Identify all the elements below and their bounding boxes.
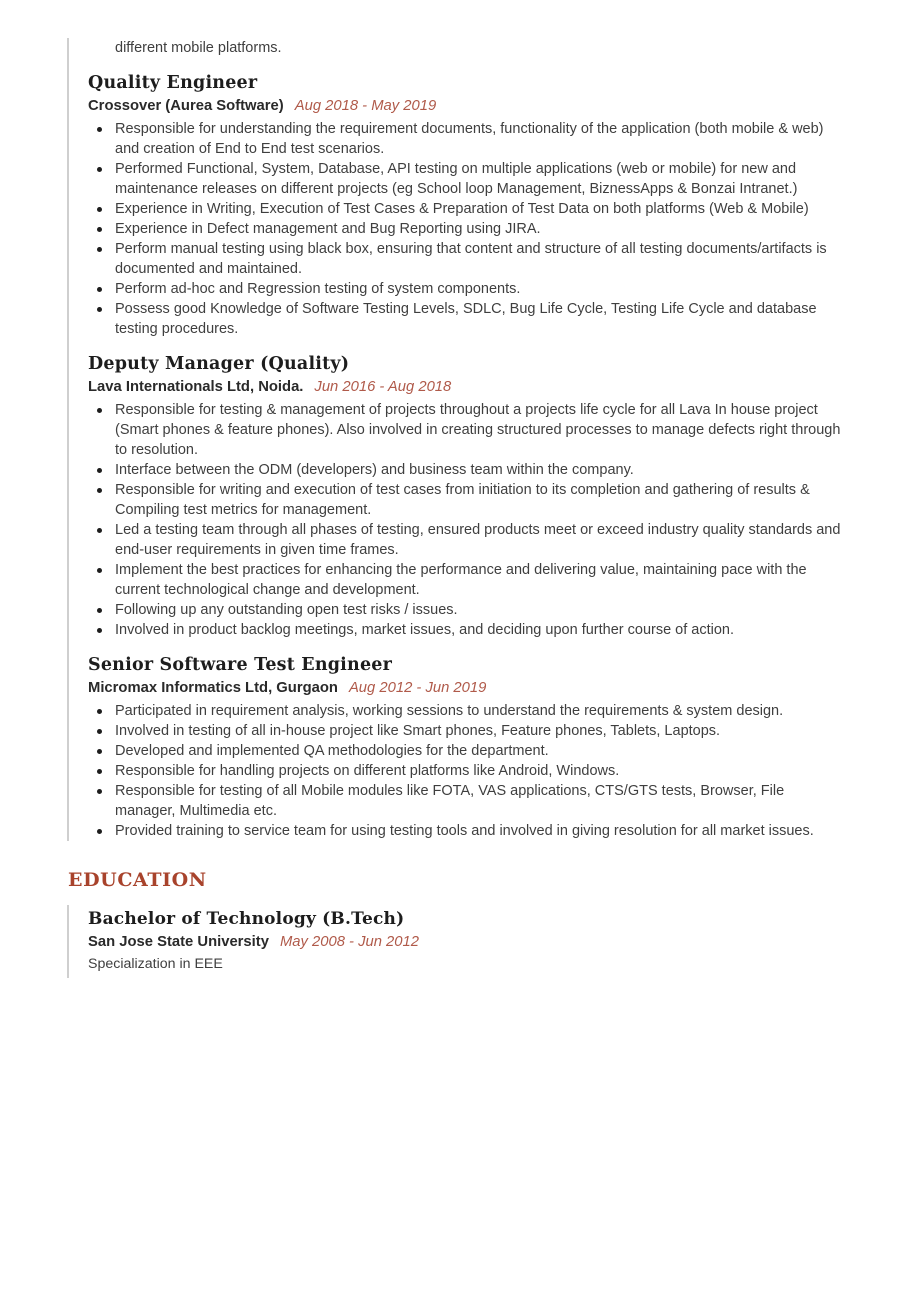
bullet-item: Responsible for testing of all Mobile modules like FOTA, VAS applications, CTS/GTS tests, Browser, File manager, Multimedia etc. (88, 781, 842, 821)
bullet-item: Responsible for testing & management of projects throughout a projects life cycle for all Lava In house project (Smart phones & feature phones). Also involved in creating structured processes to manage defects right through to resolution. (88, 400, 842, 460)
job-dates: Jun 2016 - Aug 2018 (314, 379, 452, 395)
bullet-item: Following up any outstanding open test risks / issues. (88, 600, 842, 620)
education-meta (88, 932, 842, 952)
school-name: San Jose State University (88, 934, 269, 950)
job-dates: Aug 2018 - May 2019 (294, 98, 437, 114)
bullet-item: Participated in requirement analysis, working sessions to understand the requirements & system design. (88, 701, 842, 721)
company-name: Crossover (Aurea Software) (88, 98, 284, 114)
bullet-item: Perform manual testing using black box, ensuring that content and structure of all testing documents/artifacts is documented and maintained. (88, 239, 842, 279)
bullet-item: Provided training to service team for using testing tools and involved in giving resolution for all market issues. (88, 821, 842, 841)
job-title: Deputy Manager (Quality) (88, 354, 350, 374)
company-name: Lava Internationals Ltd, Noida. (88, 379, 304, 395)
job-meta (88, 377, 842, 397)
job-bullet-list (88, 400, 842, 640)
job-entry-senior-test-engineer (88, 653, 842, 841)
bullet-item: Performed Functional, System, Database, API testing on multiple applications (web or mobile) for new and maintenance releases on different projects (eg School loop Management, BiznessApps & Bonzai Intranet.) (88, 159, 842, 199)
degree-title: Bachelor of Technology (B.Tech) (88, 909, 405, 929)
education-entry (67, 905, 842, 978)
company-name: Micromax Informatics Ltd, Gurgaon (88, 680, 338, 696)
bullet-item: Perform ad-hoc and Regression testing of system components. (88, 279, 842, 299)
bullet-item: Involved in product backlog meetings, market issues, and deciding upon further course of action. (88, 620, 842, 640)
job-bullet-list (88, 119, 842, 339)
job-dates: Aug 2012 - Jun 2019 (348, 680, 487, 696)
job-entry-quality-engineer (88, 71, 842, 339)
bullet-item: Responsible for understanding the requirement documents, functionality of the application (both mobile & web) and creation of End to End test scenarios. (88, 119, 842, 159)
bullet-item: Involved in testing of all in-house project like Smart phones, Feature phones, Tablets, Laptops. (88, 721, 842, 741)
bullet-item: Interface between the ODM (developers) and business team within the company. (88, 460, 842, 480)
job-title: Senior Software Test Engineer (88, 655, 393, 675)
experience-section (0, 38, 900, 841)
bullet-item: Developed and implemented QA methodologies for the department. (88, 741, 842, 761)
experience-timeline (67, 38, 842, 841)
bullet-item: Possess good Knowledge of Software Testing Levels, SDLC, Bug Life Cycle, Testing Life Cycle and database testing procedures. (88, 299, 842, 339)
specialization-text: Specialization in EEE (88, 956, 223, 972)
education-section (67, 869, 842, 978)
job-title: Quality Engineer (88, 73, 258, 93)
resume-page (0, 38, 900, 1312)
job-entry-deputy-manager (88, 352, 842, 640)
bullet-item: Experience in Defect management and Bug Reporting using JIRA. (88, 219, 842, 239)
bullet-item: Responsible for handling projects on different platforms like Android, Windows. (88, 761, 842, 781)
job-bullet-list (88, 701, 842, 841)
continuation-text: different mobile platforms. (115, 40, 282, 56)
job-meta (88, 96, 842, 116)
bullet-item: Led a testing team through all phases of testing, ensured products meet or exceed industry quality standards and end-user requirements in given time frames. (88, 520, 842, 560)
bullet-item: Experience in Writing, Execution of Test Cases & Preparation of Test Data on both platforms (Web & Mobile) (88, 199, 842, 219)
bullet-item: Implement the best practices for enhancing the performance and delivering value, maintaining pace with the current technological change and development. (88, 560, 842, 600)
education-dates: May 2008 - Jun 2012 (279, 934, 419, 950)
bullet-item: Responsible for writing and execution of test cases from initiation to its completion and gathering of results & Compiling test metrics for management. (88, 480, 842, 520)
education-heading: EDUCATION (68, 869, 207, 891)
job-meta (88, 678, 842, 698)
